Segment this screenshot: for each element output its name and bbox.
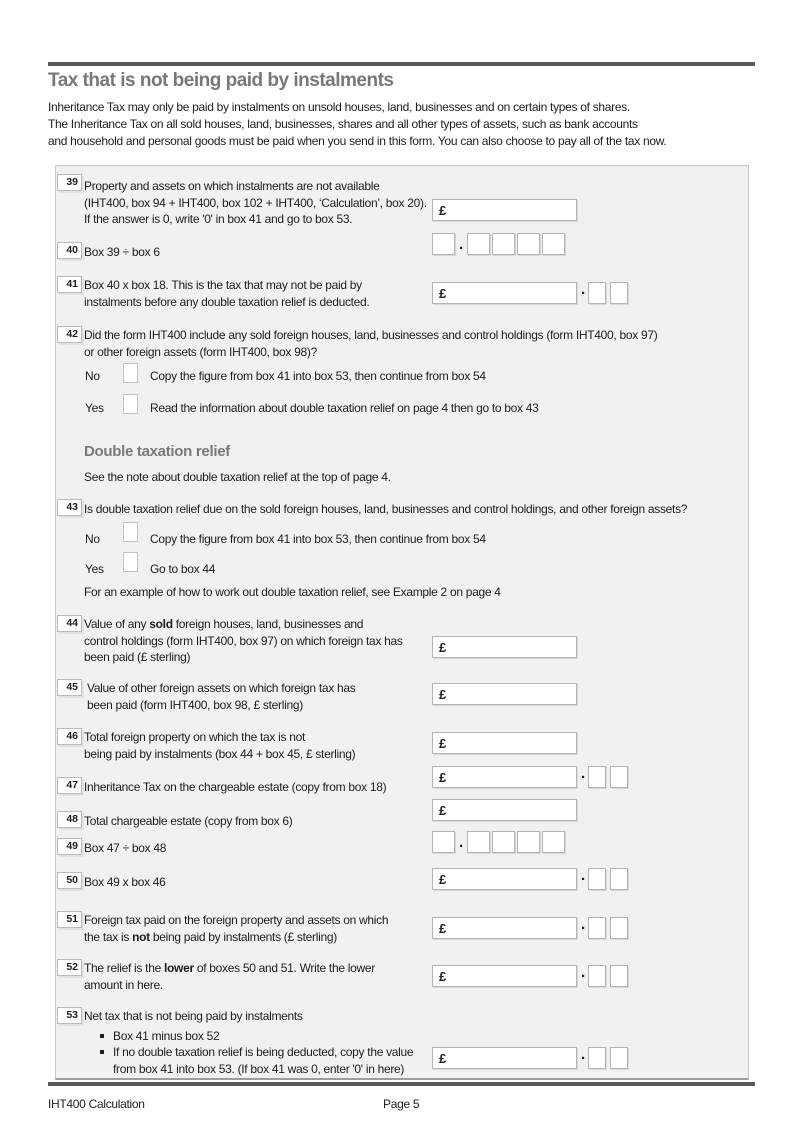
box-50-amount-field[interactable] — [432, 868, 577, 890]
box-41-question: Box 40 x box 18. This is the tax that may not be paid by instalments before any double taxation relief is deducted. — [84, 278, 370, 309]
decimal-point: · — [459, 838, 464, 855]
box-46-question: Total foreign property on which the tax is not being paid by instalments (box 44 + box 45, £ sterling) — [84, 730, 356, 761]
box-51-number: 51 — [57, 911, 82, 928]
box-53-number: 53 — [57, 1007, 82, 1024]
box-47-amount-field[interactable] — [432, 766, 577, 788]
box-51-amount-field[interactable] — [432, 917, 577, 939]
page-title: Tax that is not being paid by instalments — [48, 70, 394, 91]
box-39-amount-field[interactable] — [432, 199, 577, 221]
box-45-number: 45 — [57, 679, 82, 696]
decimal-point: · — [581, 871, 586, 888]
box-49-decimal-field[interactable] — [467, 831, 490, 853]
box-52-pence-field[interactable] — [588, 965, 606, 987]
box-40-decimal-field[interactable] — [492, 233, 515, 255]
box-40-decimal-field[interactable] — [542, 233, 565, 255]
box-53-bullet-2: If no double taxation relief is being deducted, copy the value from box 41 into box 53. (If box 41 was 0, enter '0' in here) — [113, 1045, 414, 1076]
decimal-point: · — [581, 920, 586, 937]
box-42-question: Did the form IHT400 include any sold foreign houses, land, businesses and control holdings (form IHT400, box 97) or other foreign assets (form IHT400, box 98)? — [84, 328, 658, 359]
box-43-yes-label: Yes — [85, 562, 104, 576]
decimal-point: · — [459, 240, 464, 257]
box-47-pence-field[interactable] — [588, 766, 606, 788]
box-43-number: 43 — [57, 499, 82, 516]
intro-line: The Inheritance Tax on all sold houses, land, businesses, shares and all other types of assets, such as bank accounts — [48, 117, 638, 131]
footer-rule — [48, 1082, 755, 1086]
bullet-icon — [100, 1050, 104, 1054]
box-42-number: 42 — [57, 326, 82, 343]
box-51-question: Foreign tax paid on the foreign property and assets on which the tax is not being paid by instalments (£ sterling) — [84, 913, 389, 944]
box-51-pence-field[interactable] — [588, 917, 606, 939]
box-45-question: Value of other foreign assets on which foreign tax has been paid (form IHT400, box 98, £ sterling) — [87, 681, 356, 712]
box-49-number: 49 — [57, 838, 82, 855]
box-40-number: 40 — [57, 242, 82, 259]
box-49-decimal-field[interactable] — [517, 831, 540, 853]
box-49-integer-field[interactable] — [432, 831, 455, 853]
box-42-yes-checkbox[interactable] — [123, 394, 138, 414]
box-53-pence-field[interactable] — [588, 1047, 606, 1069]
box-41-pence-field[interactable] — [610, 282, 628, 304]
intro-line: and household and personal goods must be paid when you send in this form. You can also choose to pay all of the tax now. — [48, 134, 667, 148]
pound-symbol: £ — [439, 803, 447, 818]
box-39-question: Property and assets on which instalments are not available (IHT400, box 94 + IHT400, box 102 + IHT400, ‘Calculation’, box 20). If the answer is 0, write '0' in box 41 and go to box 53. — [84, 179, 427, 226]
box-46-amount-field[interactable] — [432, 732, 577, 754]
box-52-pence-field[interactable] — [610, 965, 628, 987]
box-44-question: Value of any sold foreign houses, land, businesses and control holdings (form IHT400, box 97) on which foreign tax has been paid (£ sterling) — [84, 617, 403, 664]
box-44-amount-field[interactable] — [432, 636, 577, 658]
header-rule — [48, 62, 755, 66]
section-heading: Double taxation relief — [84, 443, 230, 460]
box-51-pence-field[interactable] — [610, 917, 628, 939]
box-53-amount-field[interactable] — [432, 1047, 577, 1069]
pound-symbol: £ — [439, 203, 447, 218]
intro-text — [48, 99, 666, 150]
box-43-no-checkbox[interactable] — [123, 522, 138, 542]
box-47-number: 47 — [57, 777, 82, 794]
box-48-question: Total chargeable estate (copy from box 6) — [84, 814, 293, 828]
box-53-pence-field[interactable] — [610, 1047, 628, 1069]
pound-symbol: £ — [439, 687, 447, 702]
decimal-point: · — [581, 285, 586, 302]
pound-symbol: £ — [439, 770, 447, 785]
box-43-yes-checkbox[interactable] — [123, 552, 138, 572]
box-39-number: 39 — [57, 174, 82, 191]
pound-symbol: £ — [439, 969, 447, 984]
footer-page-number: Page 5 — [383, 1097, 420, 1111]
box-43-example-note: For an example of how to work out double taxation relief, see Example 2 on page 4 — [84, 585, 501, 599]
box-42-yes-instruction: Read the information about double taxation relief on page 4 then go to box 43 — [150, 401, 539, 415]
box-43-question: Is double taxation relief due on the sold foreign houses, land, businesses and control holdings, and other foreign assets? — [84, 502, 688, 516]
box-41-pence-field[interactable] — [588, 282, 606, 304]
box-42-no-checkbox[interactable] — [123, 363, 138, 383]
intro-line: Inheritance Tax may only be paid by instalments on unsold houses, land, businesses and on certain types of shares. — [48, 100, 630, 114]
pound-symbol: £ — [439, 736, 447, 751]
box-44-number: 44 — [57, 615, 82, 632]
box-42-yes-label: Yes — [85, 401, 104, 415]
box-49-decimal-field[interactable] — [542, 831, 565, 853]
box-42-no-label: No — [85, 369, 100, 383]
box-47-question: Inheritance Tax on the chargeable estate (copy from box 18) — [84, 780, 387, 794]
box-48-number: 48 — [57, 811, 82, 828]
box-49-question: Box 47 ÷ box 48 — [84, 841, 167, 855]
box-52-question: The relief is the lower of boxes 50 and 51. Write the lower amount in here. — [84, 961, 375, 992]
pound-symbol: £ — [439, 921, 447, 936]
box-40-integer-field[interactable] — [432, 233, 455, 255]
box-50-number: 50 — [57, 872, 82, 889]
decimal-point: · — [581, 1050, 586, 1067]
decimal-point: · — [581, 968, 586, 985]
box-40-question: Box 39 ÷ box 6 — [84, 245, 160, 259]
footer-form-name: IHT400 Calculation — [48, 1097, 145, 1111]
box-43-no-instruction: Copy the figure from box 41 into box 53, then continue from box 54 — [150, 532, 486, 546]
section-note: See the note about double taxation relief at the top of page 4. — [84, 470, 391, 484]
box-50-pence-field[interactable] — [610, 868, 628, 890]
box-50-question: Box 49 x box 46 — [84, 875, 166, 889]
pound-symbol: £ — [439, 1051, 447, 1066]
box-49-decimal-field[interactable] — [492, 831, 515, 853]
box-46-number: 46 — [57, 728, 82, 745]
pound-symbol: £ — [439, 872, 447, 887]
box-50-pence-field[interactable] — [588, 868, 606, 890]
decimal-point: · — [581, 769, 586, 786]
pound-symbol: £ — [439, 286, 447, 301]
box-41-amount-field[interactable] — [432, 282, 577, 304]
box-52-number: 52 — [57, 959, 82, 976]
box-53-bullet-1: Box 41 minus box 52 — [113, 1029, 220, 1043]
pound-symbol: £ — [439, 640, 447, 655]
box-40-decimal-field[interactable] — [467, 233, 490, 255]
box-41-number: 41 — [57, 276, 82, 293]
box-45-amount-field[interactable] — [432, 683, 577, 705]
box-40-decimal-field[interactable] — [517, 233, 540, 255]
box-42-no-instruction: Copy the figure from box 41 into box 53, then continue from box 54 — [150, 369, 486, 383]
box-48-amount-field[interactable] — [432, 799, 577, 821]
box-47-pence-field[interactable] — [610, 766, 628, 788]
box-43-yes-instruction: Go to box 44 — [150, 562, 216, 576]
bullet-icon — [100, 1034, 104, 1038]
box-43-no-label: No — [85, 532, 100, 546]
box-52-amount-field[interactable] — [432, 965, 577, 987]
box-53-question: Net tax that is not being paid by instalments — [84, 1009, 303, 1023]
